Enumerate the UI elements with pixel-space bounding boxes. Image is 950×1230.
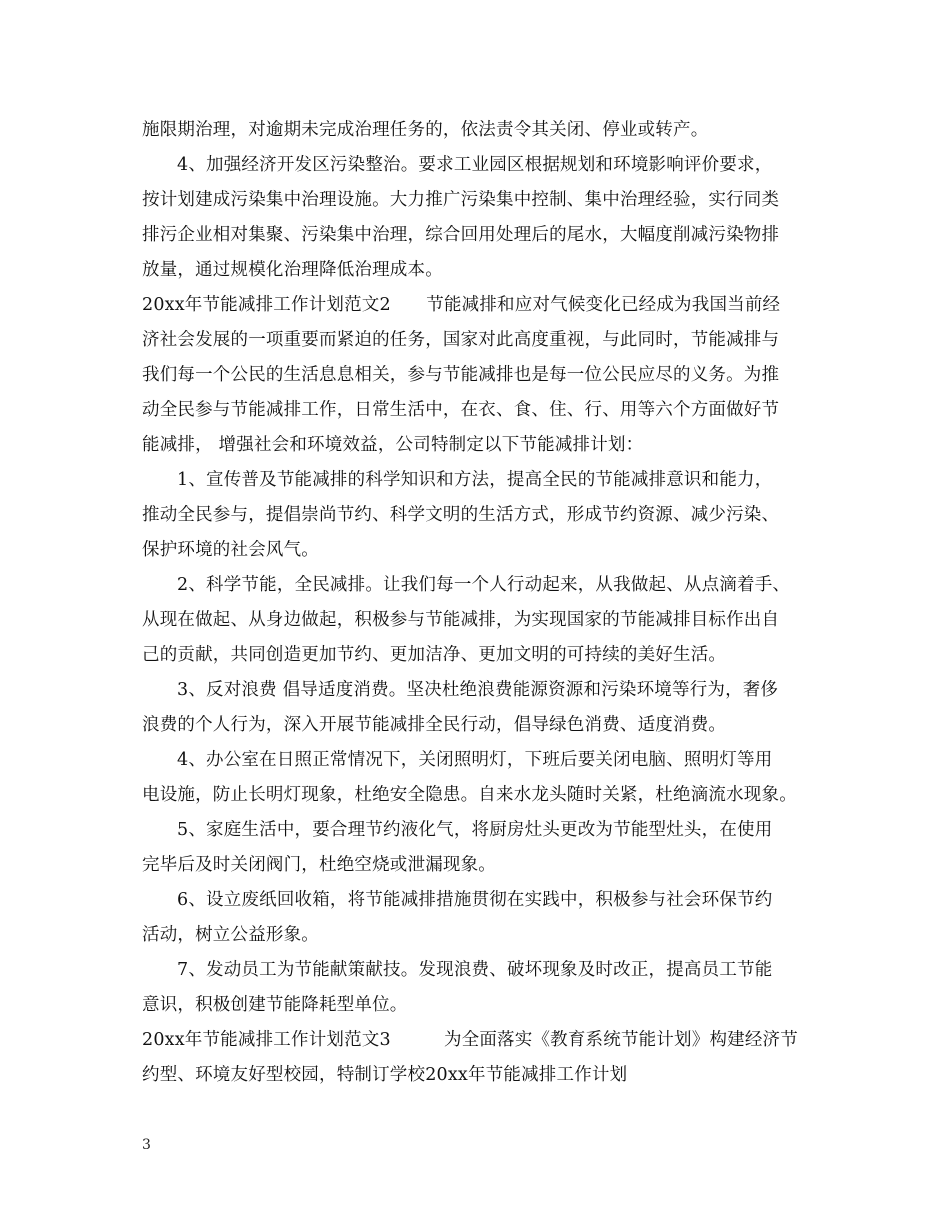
text-line: 意识，积极创建节能降耗型单位。	[142, 995, 408, 1015]
text-line: 4、办公室在日照正常情况下，关闭照明灯，下班后要关闭电脑、照明灯等用	[177, 750, 773, 770]
text-line: 己的贡献，共同创造更加节约、更加洁净、更加文明的可持续的美好生活。	[142, 645, 727, 665]
page-number: 3	[142, 1137, 151, 1153]
text-line: 排污企业相对集聚、污染集中治理，综合回用处理后的尾水，大幅度削减污染物排	[142, 225, 780, 245]
text-line: 施限期治理，对逾期未完成治理任务的，依法责令其关闭、停业或转产。	[142, 120, 709, 140]
text-line: 4、加强经济开发区污染整治。要求工业园区根据规划和环境影响评价要求，	[177, 155, 773, 175]
text-line: 能减排， 增强社会和环境效益，公司特制定以下节能减排计划：	[142, 435, 644, 455]
text-line: 济社会发展的一项重要而紧迫的任务，国家对此高度重视，与此同时，节能减排与	[142, 330, 780, 350]
text-line: 2、科学节能，全民减排。让我们每一个人行动起来，从我做起、从点滴着手、	[177, 575, 791, 595]
text-line: 电设施，防止长明灯现象，杜绝安全隐患。自来水龙头随时关紧，杜绝滴流水现象。	[142, 785, 797, 805]
text-line: 推动全民参与，提倡崇尚节约、科学文明的生活方式，形成节约资源、减少污染、	[142, 505, 780, 525]
text-line: 放量，通过规模化治理降低治理成本。	[142, 260, 443, 280]
text-line: 活动，树立公益形象。	[142, 925, 319, 945]
text-line: 按计划建成污染集中治理设施。大力推广污染集中控制、集中治理经验，实行同类	[142, 190, 780, 210]
text-line: 5、家庭生活中，要合理节约液化气，将厨房灶头更改为节能型灶头，在使用	[177, 820, 773, 840]
text-line: 保护环境的社会风气。	[142, 540, 319, 560]
text-line: 完毕后及时关闭阀门，杜绝空烧或泄漏现象。	[142, 855, 496, 875]
document-body	[142, 113, 812, 1093]
text-line: 浪费的个人行为，深入开展节能减排全民行动，倡导绿色消费、适度消费。	[142, 715, 727, 735]
text-line: 20xx年节能减排工作计划范文2 节能减排和应对气候变化已经成为我国当前经	[142, 295, 781, 315]
text-line: 6、设立废纸回收箱，将节能减排措施贯彻在实践中，积极参与社会环保节约	[177, 890, 773, 910]
text-line: 20xx年节能减排工作计划范文3 为全面落实《教育系统节能计划》构建经济节	[142, 1030, 798, 1050]
text-line: 动全民参与节能减排工作，日常生活中，在衣、食、住、行、用等六个方面做好节	[142, 400, 780, 420]
text-line: 1、宣传普及节能减排的科学知识和方法，提高全民的节能减排意识和能力，	[177, 470, 773, 490]
text-line: 3、反对浪费 倡导适度消费。坚决杜绝浪费能源资源和污染环境等行为，奢侈	[177, 680, 779, 700]
text-line: 约型、环境友好型校园，特制订学校20xx年节能减排工作计划	[142, 1065, 628, 1085]
text-line: 7、发动员工为节能献策献技。发现浪费、破坏现象及时改正，提高员工节能	[177, 960, 773, 980]
text-line: 从现在做起、从身边做起，积极参与节能减排，为实现国家的节能减排目标作出自	[142, 610, 780, 630]
text-line: 我们每一个公民的生活息息相关，参与节能减排也是每一位公民应尽的义务。为推	[142, 365, 780, 385]
